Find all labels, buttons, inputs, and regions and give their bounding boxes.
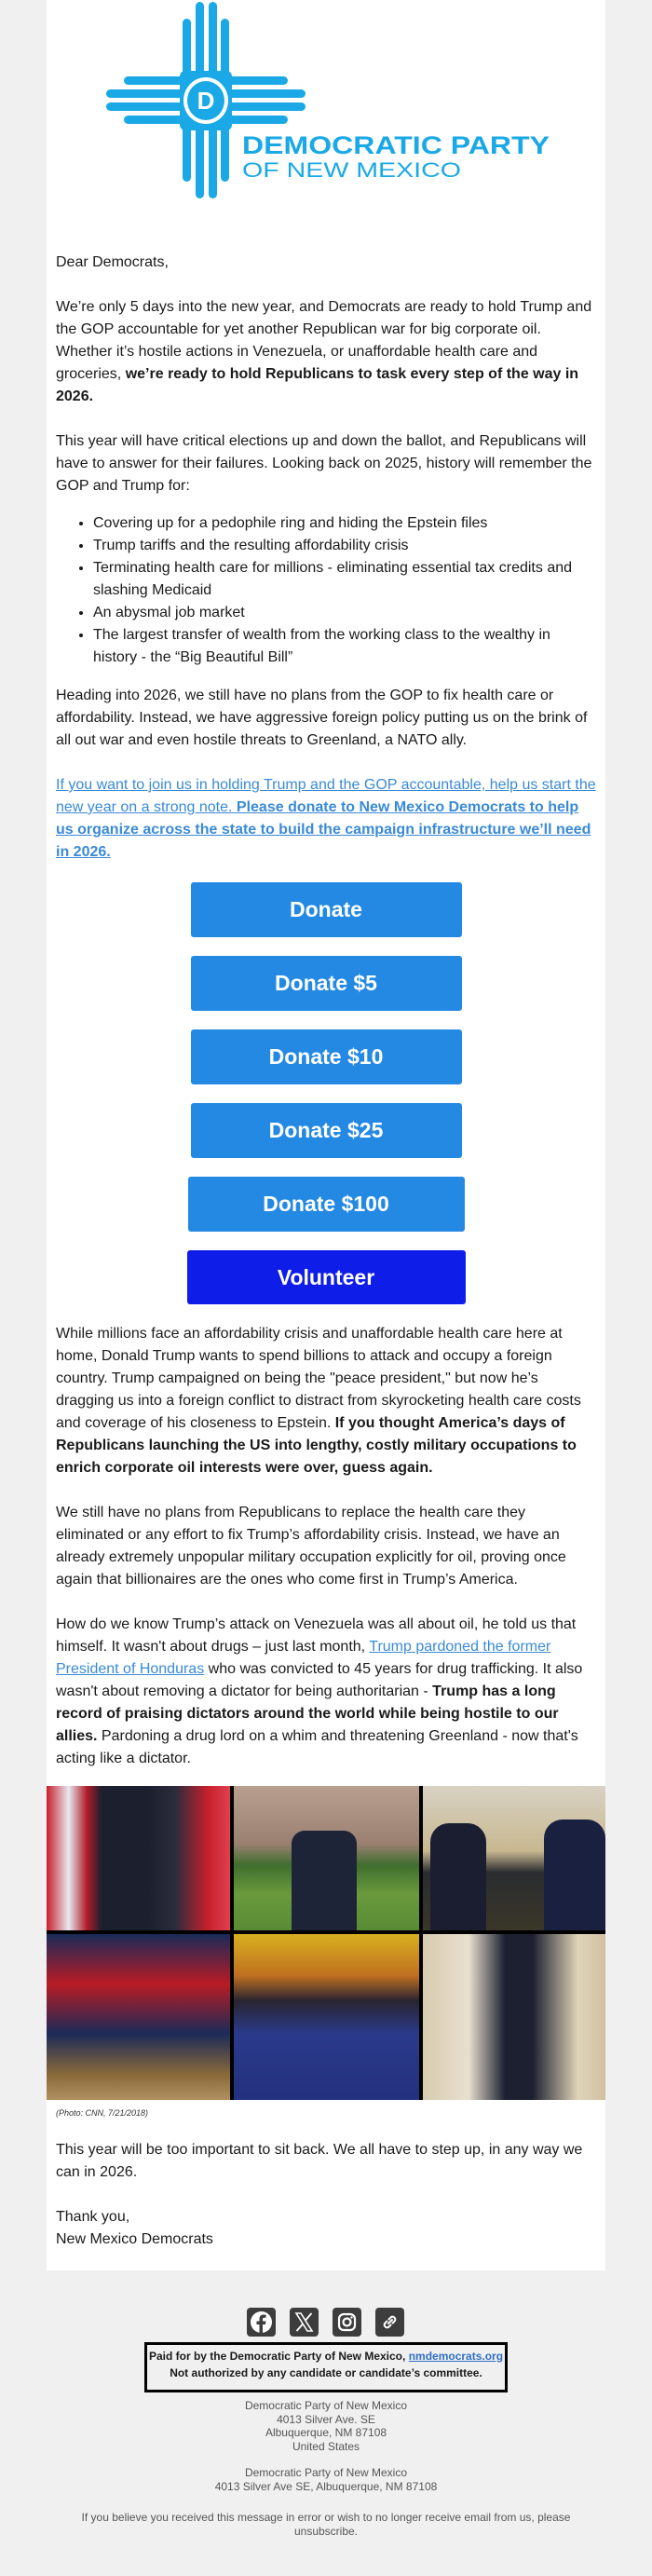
unsubscribe-notice[interactable]: If you believe you received this message in error or wish to no longer receive email from us, please unsubscribe. xyxy=(81,2511,571,2538)
paid-line2: Not authorized by any candidate or candidate’s committee. xyxy=(170,2366,482,2379)
photo-erdogan-meeting xyxy=(47,1934,230,2100)
address-line: Democratic Party of New Mexico xyxy=(244,2466,408,2479)
photo-sisi-handshake xyxy=(423,1786,605,1930)
paragraph-health-care: We still have no plans from Republicans to replace the health care they eliminated or any effort to fix Trump’s affordability crisis. Instead, we have an already extremely unpopular military occupation explicitly for oil, proving once again that billionaires are the ones who come first in Trump’s America. xyxy=(56,1505,566,1588)
signoff-thanks: Thank you, xyxy=(56,2209,130,2225)
instagram-icon[interactable] xyxy=(333,2308,361,2337)
donate-25-button[interactable]: Donate $25 xyxy=(191,1103,462,1158)
donate-100-button[interactable]: Donate $100 xyxy=(188,1177,465,1232)
logo-line2: OF NEW MEXICO xyxy=(242,158,461,182)
donate-10-button[interactable]: Donate $10 xyxy=(191,1029,462,1084)
photo-kim-handshake xyxy=(47,1786,230,1930)
signoff-from: New Mexico Democrats xyxy=(56,2231,213,2247)
text: We’re only 5 days into the new year, and Democrats are ready to hold Trump and the GOP accountable for yet another Republican war for big corporate oil. Whether it’s hostile actions in Venezuela, or unaffordable health care and groceries, xyxy=(56,299,592,382)
text: Pardoning a drug lord on a whim and threatening Greenland - now that's acting like a dictator. xyxy=(56,1728,578,1766)
paragraph-intro xyxy=(56,296,596,408)
photo-xi-handshake xyxy=(234,1786,419,1930)
facebook-icon[interactable] xyxy=(247,2308,276,2337)
paragraph-venezuela xyxy=(56,1614,596,1770)
text: How do we know Trump’s attack on Venezuela was all about oil, he told us that himself. It wasn't about drugs – just last month, xyxy=(56,1616,577,1655)
x-icon[interactable] xyxy=(290,2308,319,2337)
bold-text: we’re ready to hold Republicans to task every step of the way in 2026. xyxy=(56,366,579,404)
dpnm-logo xyxy=(47,0,605,200)
logo-line1: DEMOCRATIC PARTY xyxy=(242,131,550,159)
list-item: • Trump tariffs and the resulting affordability crisis xyxy=(93,535,596,557)
address-line: United States xyxy=(292,2439,360,2453)
paid-line1 xyxy=(147,2348,505,2365)
failures-list xyxy=(56,512,596,669)
link-icon[interactable] xyxy=(375,2308,404,2337)
email-body xyxy=(56,252,596,1792)
paragraph-affordability xyxy=(56,1323,596,1479)
photo-duterte-toast xyxy=(423,1934,605,2100)
text: Paid for by the Democratic Party of New Mexico, xyxy=(148,2350,409,2363)
social-links xyxy=(247,2308,414,2337)
address-line: 4013 Silver Ave. SE xyxy=(277,2412,375,2426)
volunteer-button[interactable]: Volunteer xyxy=(187,1250,466,1304)
list-item: • Terminating health care for millions - eliminating essential tax credits and slashing Medicaid xyxy=(93,557,596,602)
list-item: • Covering up for a pedophile ring and hiding the Epstein files xyxy=(93,512,596,535)
donate-ask-link[interactable]: If you want to join us in holding Trump and the GOP accountable, help us start the new year on a strong note. xyxy=(56,777,596,815)
paragraph-step-up: This year will be too important to sit back. We all have to step up, in any way we can in 2026. xyxy=(56,2142,583,2180)
address-line: Albuquerque, NM 87108 xyxy=(265,2426,387,2439)
greeting: Dear Democrats, xyxy=(56,254,169,270)
photo-putin-handshake xyxy=(234,1934,419,2100)
email-card xyxy=(47,0,605,2270)
honduras-pardon-link[interactable]: Trump pardoned the former President of Honduras xyxy=(56,1639,551,1677)
dictators-photo-collage xyxy=(47,1786,605,2100)
closing xyxy=(56,2139,596,2251)
text: While millions face an affordability crisis and unaffordable health care here at home, Donald Trump wants to spend billions to attack and occupy a foreign country. Trump campaigned on being the "peace president," but now he’s dragging us into a foreign conflict to distract from skyrocketing health care costs and coverage of his closeness to Epstein. xyxy=(56,1326,581,1431)
button-group xyxy=(56,882,596,1304)
address-line: Democratic Party of New Mexico xyxy=(244,2399,408,2412)
mailing-address xyxy=(0,2399,652,2453)
paragraph-heading-2026: Heading into 2026, we still have no plans from the GOP to fix health care or affordability. Instead, we have aggressive foreign policy putting us on the brink of all out war and even hostile threats to Greenland, a NATO ally. xyxy=(56,688,588,748)
bold-text: Trump has a long record of praising dictators around the world while being hostile to our allies. xyxy=(56,1683,559,1744)
address-line: 4013 Silver Ave SE, Albuquerque, NM 87108 xyxy=(214,2479,438,2493)
donate-button[interactable]: Donate xyxy=(191,882,462,937)
bold-text: If you thought America’s days of Republicans launching the US into lengthy, costly military occupations to enrich corporate oil interests were over, guess again. xyxy=(56,1415,577,1476)
sender-address xyxy=(0,2466,652,2493)
paragraph-donate-ask xyxy=(56,774,596,864)
paragraph-elections: This year will have critical elections up and down the ballot, and Republicans will have to answer for their failures. Looking back on 2025, history will remember the GOP and Trump for: xyxy=(56,433,592,494)
logo-letter: D xyxy=(197,87,215,115)
list-item: • An abysmal job market xyxy=(93,602,596,624)
photo-caption: (Photo: CNN, 7/21/2018) xyxy=(56,2108,149,2118)
nmdemocrats-link[interactable]: nmdemocrats.org xyxy=(408,2350,504,2363)
bold-text: Please donate to New Mexico Democrats to help us organize across the state to build the campaign infrastructure we’ll need in 2026. xyxy=(56,799,591,860)
list-item: • The largest transfer of wealth from the working class to the wealthy in history - the “Big Beautiful Bill” xyxy=(93,624,596,669)
paid-for-disclaimer xyxy=(144,2342,508,2392)
text: who was convicted to 45 years for drug trafficking. It also wasn't about removing a dictator for being authoritarian - xyxy=(56,1661,583,1699)
donate-5-button[interactable]: Donate $5 xyxy=(191,956,462,1011)
